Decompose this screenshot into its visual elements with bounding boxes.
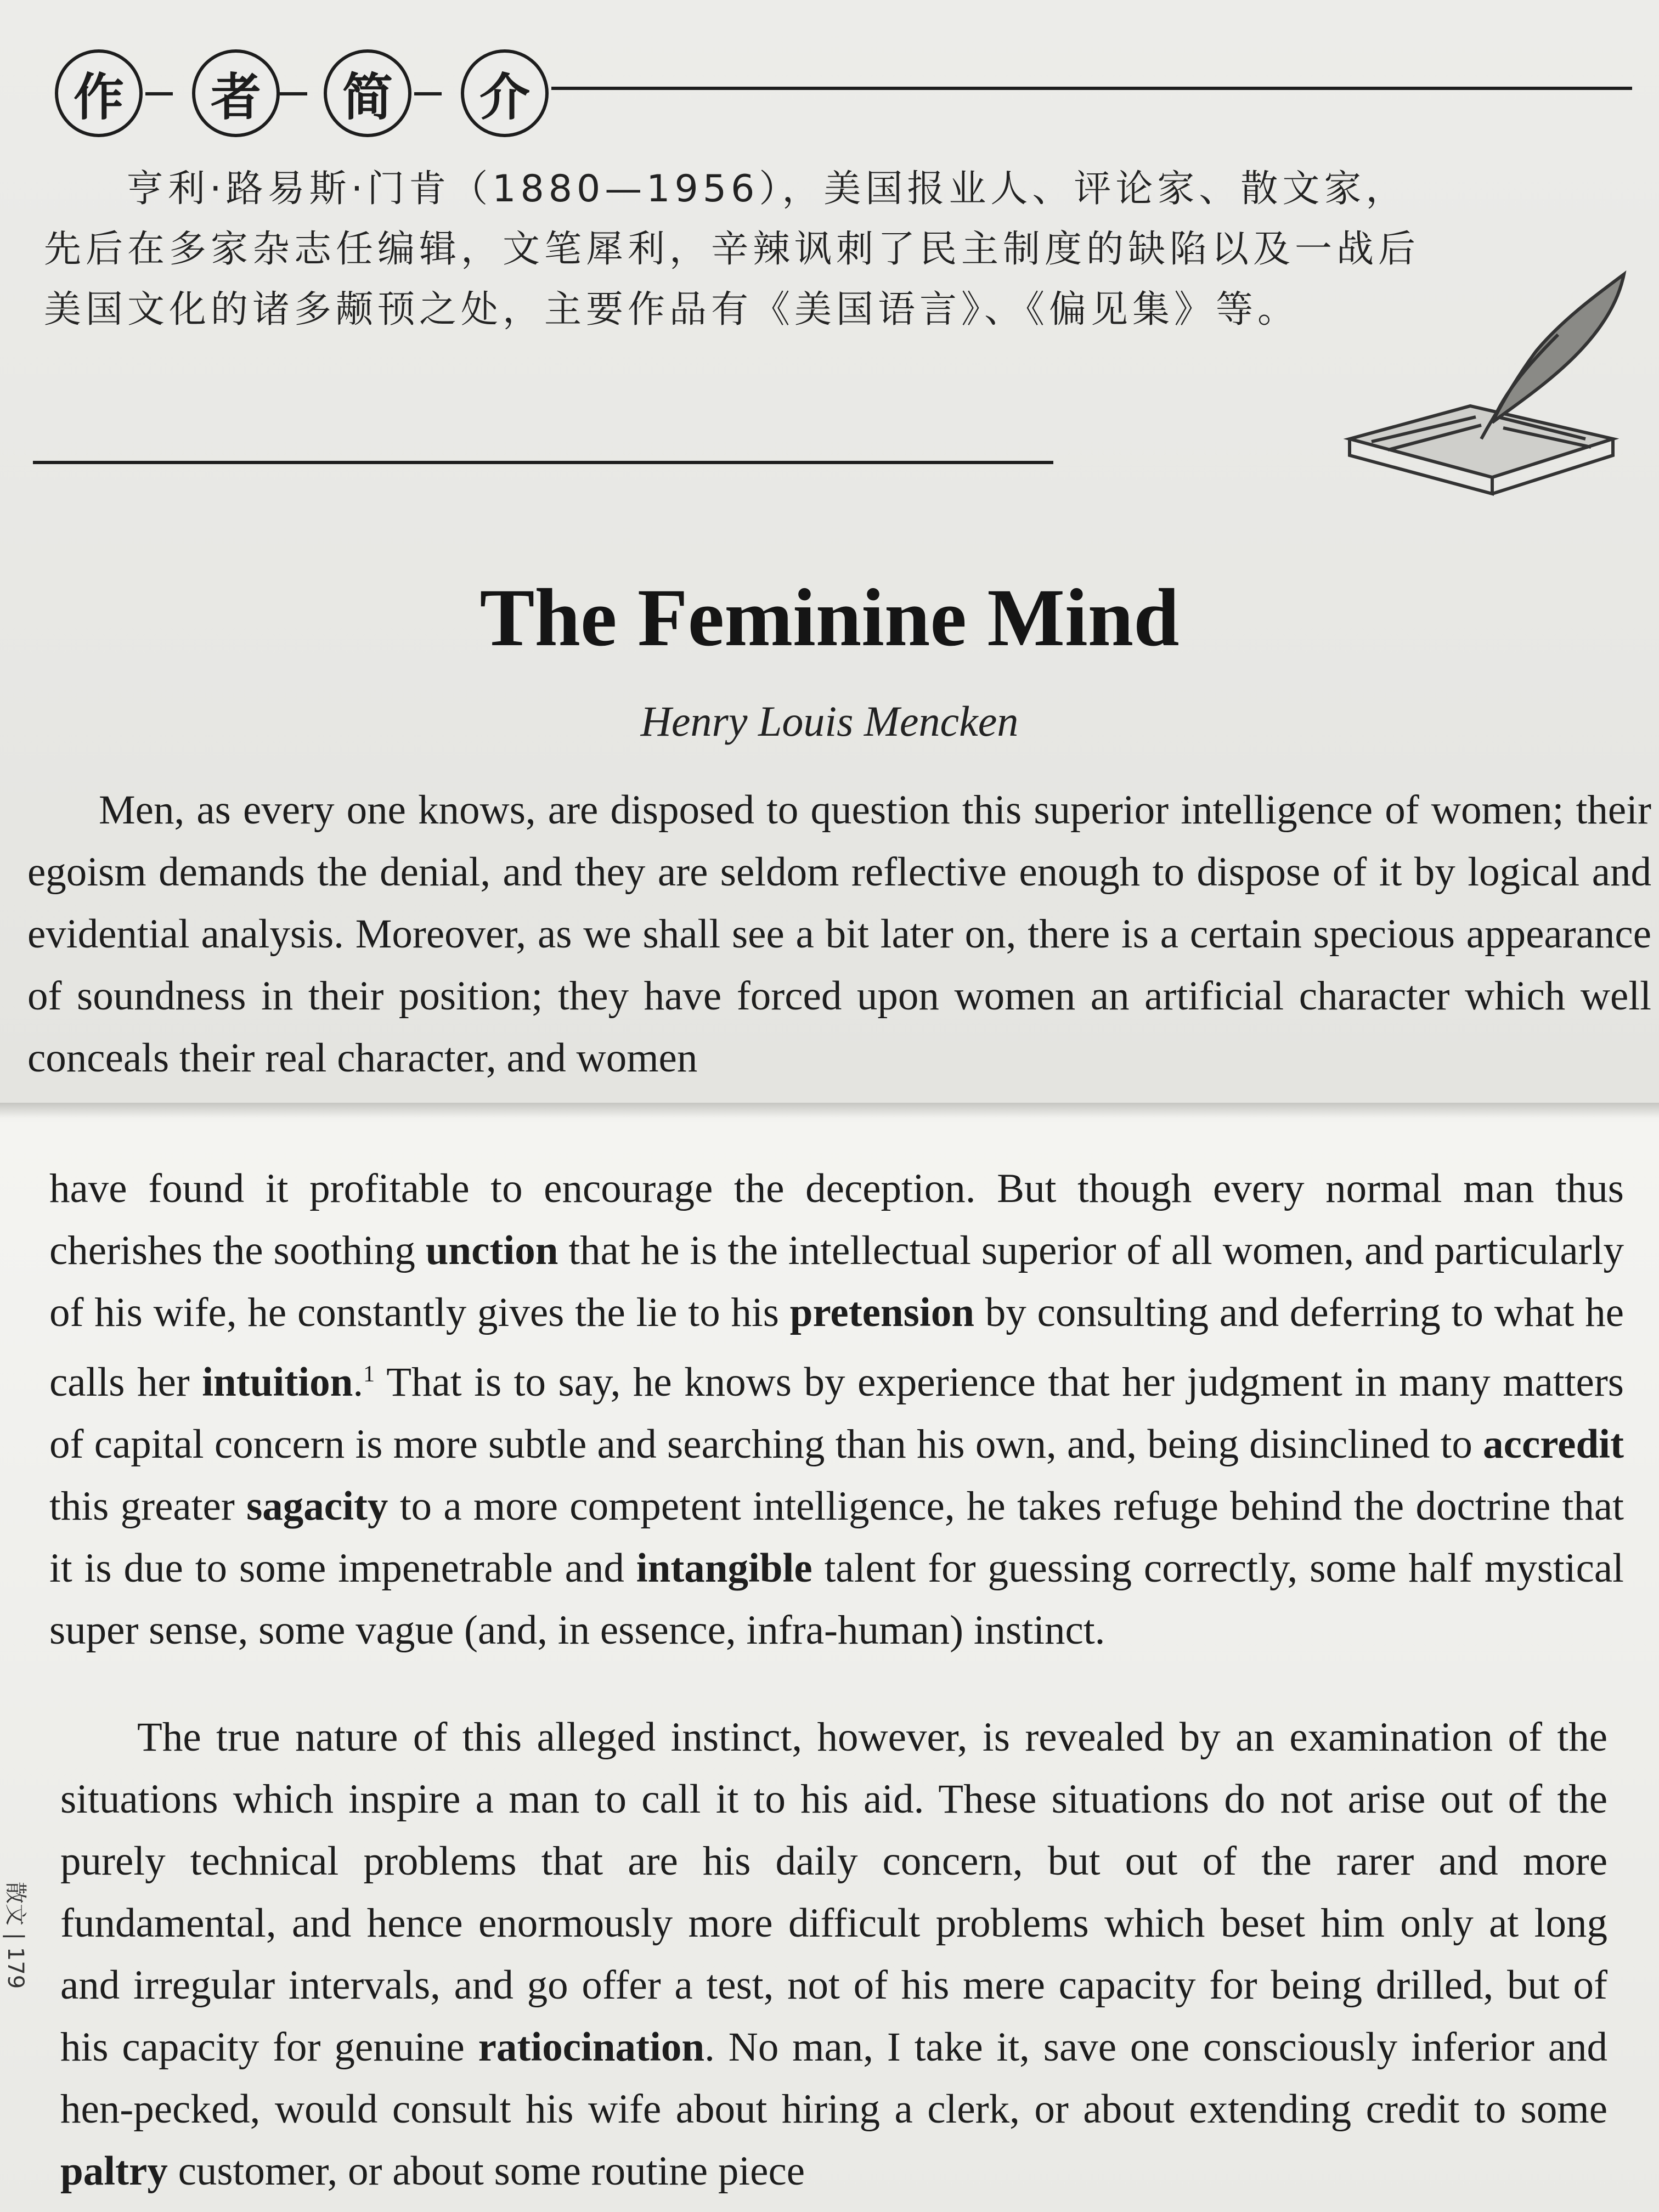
header-badge-1: 作 (55, 49, 143, 137)
intro-divider (33, 461, 1053, 464)
header-dash (414, 92, 442, 95)
text-run: by consulting and deferring to what he calls her (49, 1290, 1624, 1405)
header-badge-4: 介 (461, 49, 549, 137)
text-run: have found it profitable to encourage the deception. But though every normal man thus cherishes the soothing (49, 1166, 1624, 1273)
header-dash (280, 92, 307, 95)
text-run: talent for guessing correctly, some half mystical super sense, some vague (and, in essence, infra-human) instinct. (49, 1545, 1624, 1653)
vocab-word: intuition (202, 1359, 353, 1405)
vocab-word: unction (425, 1228, 558, 1273)
vocab-word: intangible (636, 1545, 812, 1591)
header-rule (551, 87, 1632, 90)
paragraph-3 (60, 1706, 1607, 2202)
author-intro-header (55, 49, 1580, 143)
vocab-word: ratiocination (478, 2024, 705, 2070)
paragraph-2 (49, 1158, 1624, 1661)
text-run: The true nature of this alleged instinct, however, is revealed by an examination of the situations which inspire a man to call it to his aid. These situations do not arise out of the purely technical problems that are his daily concern, but out of the rarer and more fundamental, and hence enormously more difficult problems which beset him only at long and irregular intervals, and go offer a test, not of his mere capacity for being drilled, but of his capacity for genuine (60, 1714, 1607, 2070)
header-dash (145, 92, 173, 95)
quill-and-book-icon (1328, 258, 1635, 532)
page-margin-label: 散文 | 179 (3, 1882, 28, 1989)
header-badge-3: 简 (324, 49, 411, 137)
text-run: this greater (49, 1483, 247, 1529)
vocab-word: pretension (789, 1290, 974, 1335)
paragraph-1: Men, as every one knows, are disposed to question this superior intelligence of women; their egoism demands the denial, and they are seldom reflective enough to dispose of it by logical and evidential analysis. Moreover, as we shall see a bit later on, there is a certain specious appearance of soundness in their position; they have forced upon women an artificial character which well conceals their real character, and women (27, 787, 1651, 1081)
footnote-marker: 1 (363, 1362, 375, 1387)
vocab-word: accredit (1483, 1421, 1624, 1467)
text-run: . (353, 1359, 364, 1405)
text-run: customer, or about some routine piece (167, 2148, 805, 2194)
text-run: to a more competent intelligence, he takes refuge behind the doctrine that it is due to some impenetrable and (49, 1483, 1624, 1591)
page-fold (0, 1103, 1659, 1125)
header-badge-2: 者 (192, 49, 280, 137)
text-run: That is to say, he knows by experience that her judgment in many matters of capital concern is more subtle and searching than his own, and, being disinclined to (49, 1359, 1624, 1467)
article-author: Henry Louis Mencken (640, 697, 1019, 745)
text-run: . No man, I take it, save one consciously inferior and hen-pecked, would consult his wife about hiring a clerk, or about extending credit to some (60, 2024, 1607, 2132)
text-run: that he is the intellectual superior of all women, and particularly of his wife, he constantly gives the lie to his (49, 1228, 1624, 1335)
vocab-word: paltry (60, 2148, 168, 2194)
vocab-word: sagacity (246, 1483, 388, 1529)
author-intro-text: 亨利·路易斯·门肯（1880—1956），美国报业人、评论家、散文家，先后在多家杂志任编辑，文笔犀利，辛辣讽刺了民主制度的缺陷以及一战后美国文化的诸多颟顸之处，主要作品有《美国语言》、《偏见集》等。 (44, 167, 1420, 331)
article-title: The Feminine Mind (479, 572, 1180, 663)
